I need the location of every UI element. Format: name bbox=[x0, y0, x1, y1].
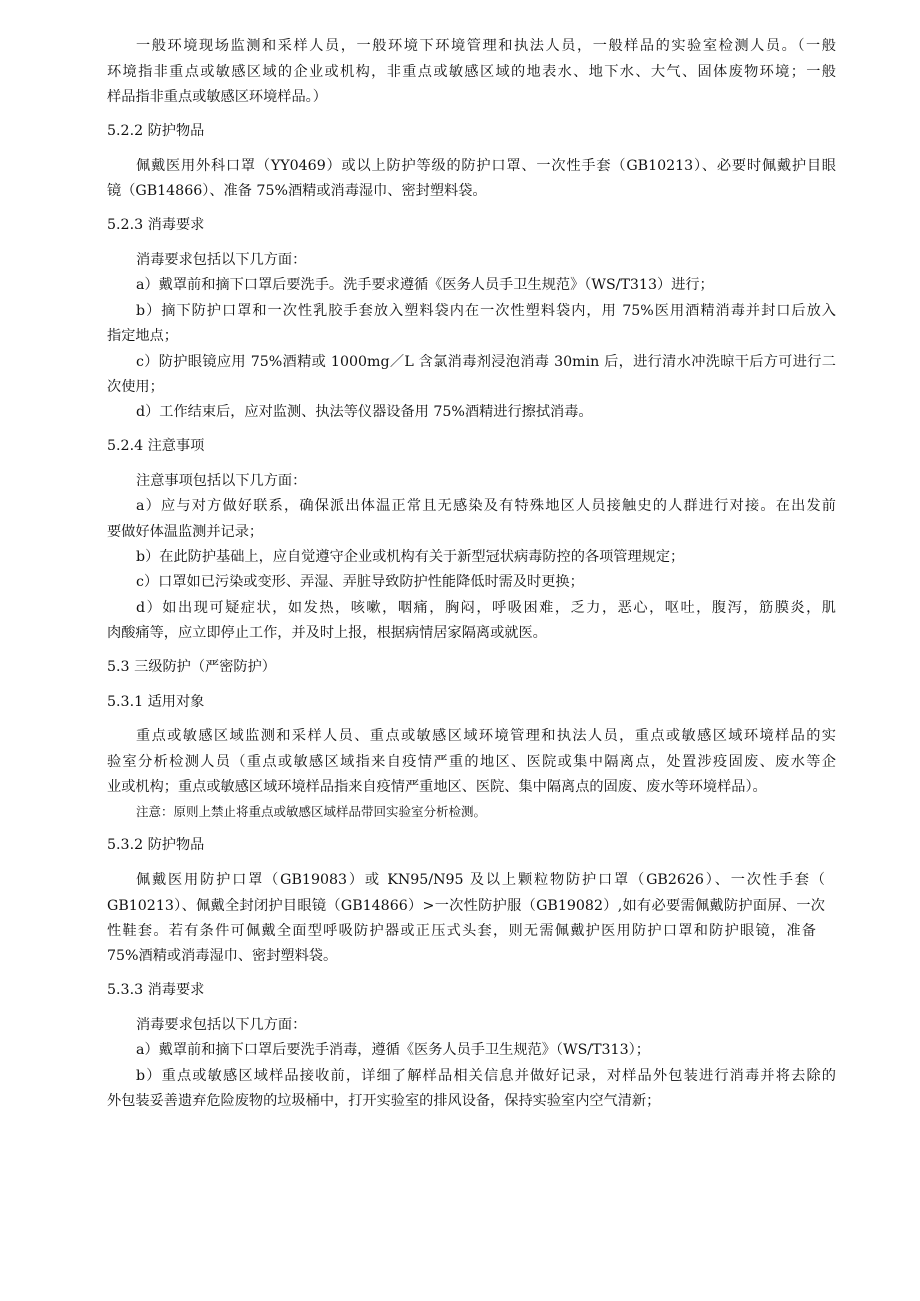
para-line: 佩戴医用防护口罩（GB19083）或 KN95/N95 及以上颗粒物防护口罩（GB2626）、一次性手套（ bbox=[136, 872, 825, 888]
section-heading: 5.3.2 防护物品 bbox=[107, 837, 205, 853]
list-item-cont: 肉酸痛等，应立即停止工作，并及时上报，根据病情居家隔离或就医。 bbox=[107, 625, 547, 641]
list-item: b）摘下防护口罩和一次性乳胶手套放入塑料袋内在一次性塑料袋内，用 75%医用酒精消毒并封口后放入 bbox=[136, 303, 836, 319]
section-heading: 5.3.3 消毒要求 bbox=[107, 982, 205, 998]
list-item: d）工作结束后，应对监测、执法等仪器设备用 75%酒精进行擦拭消毒。 bbox=[136, 404, 593, 420]
para-line: 佩戴医用外科口罩（YY0469）或以上防护等级的防护口罩、一次性手套（GB10213）、必要时佩戴护目眼 bbox=[136, 158, 836, 174]
section-heading: 5.2.3 消毒要求 bbox=[107, 217, 205, 233]
para-line: 环境指非重点或敏感区域的企业或机构，非重点或敏感区域的地表水、地下水、大气、固体废物环境；一般 bbox=[107, 64, 836, 80]
list-item: c）防护眼镜应用 75%酒精或 1000mg／L 含氯消毒剂浸泡消毒 30min 后，进行清水冲洗晾干后方可进行二 bbox=[136, 354, 836, 370]
para-line: 验室分析检测人员（重点或敏感区域指来自疫情严重的地区、医院或集中隔离点，处置涉疫固废、废水等企 bbox=[107, 754, 836, 770]
list-item: c）口罩如已污染或变形、弄湿、弄脏导致防护性能降低时需及时更换； bbox=[136, 574, 584, 590]
list-item: b）重点或敏感区域样品接收前，详细了解样品相关信息并做好记录，对样品外包装进行消毒并将去除的 bbox=[136, 1068, 836, 1084]
para-line: 一般环境现场监测和采样人员，一般环境下环境管理和执法人员，一般样品的实验室检测人员。（一般 bbox=[136, 38, 836, 54]
para-line: 镜（GB14866）、准备 75%酒精或消毒湿巾、密封塑料袋。 bbox=[107, 183, 487, 199]
para-line: 重点或敏感区域监测和采样人员、重点或敏感区域环境管理和执法人员，重点或敏感区域环境样品的实 bbox=[136, 728, 836, 744]
para-line: 样品指非重点或敏感区环境样品。） bbox=[107, 89, 327, 105]
list-item: d）如出现可疑症状，如发热，咳嗽，咽痛，胸闷，呼吸困难，乏力，恶心，呕吐，腹泻，筋膜炎，肌 bbox=[136, 600, 836, 616]
list-item: a）戴罩前和摘下口罩后要洗手消毒，遵循《医务人员手卫生规范》（WS/T313）； bbox=[136, 1042, 650, 1058]
para-line: 消毒要求包括以下几方面： bbox=[136, 252, 307, 268]
para-line: GB10213）、佩戴全封闭护目眼镜（GB14866）>一次性防护服（GB19082）,如有必要需佩戴防护面屏、一次 bbox=[107, 898, 825, 914]
list-item: b）在此防护基础上，应自觉遵守企业或机构有关于新型冠状病毒防控的各项管理规定； bbox=[136, 549, 685, 565]
list-item-cont: 次使用； bbox=[107, 379, 164, 395]
para-line: 消毒要求包括以下几方面： bbox=[136, 1017, 307, 1033]
section-heading: 5.3 三级防护（严密防护） bbox=[107, 659, 276, 675]
list-item: a）戴罩前和摘下口罩后要洗手。洗手要求遵循《医务人员手卫生规范》（WS/T313）进行； bbox=[136, 277, 714, 293]
section-heading: 5.2.2 防护物品 bbox=[107, 123, 205, 139]
para-line: 性鞋套。若有条件可佩戴全面型呼吸防护器或正压式头套，则无需佩戴护医用防护口罩和防护眼镜，准备 bbox=[107, 923, 816, 939]
list-item-cont: 外包装妥善遗弃危险废物的垃圾桶中，打开实验室的排风设备，保持实验室内空气清新； bbox=[107, 1093, 661, 1109]
list-item-cont: 指定地点； bbox=[107, 328, 178, 344]
list-item-cont: 要做好体温监测并记录； bbox=[107, 524, 264, 540]
section-heading: 5.2.4 注意事项 bbox=[107, 438, 205, 454]
note-text: 注意：原则上禁止将重点或敏感区域样品带回实验室分析检测。 bbox=[136, 804, 487, 819]
para-line: 注意事项包括以下几方面： bbox=[136, 473, 307, 489]
para-line: 业或机构；重点或敏感区域环境样品指来自疫情严重地区、医院、集中隔离点的固废、废水等环境样品）。 bbox=[107, 779, 767, 795]
list-item: a）应与对方做好联系，确保派出体温正常且无感染及有特殊地区人员接触史的人群进行对接。在出发前 bbox=[136, 498, 836, 514]
section-heading: 5.3.1 适用对象 bbox=[107, 694, 205, 710]
para-line: 75%酒精或消毒湿巾、密封塑料袋。 bbox=[107, 948, 338, 964]
